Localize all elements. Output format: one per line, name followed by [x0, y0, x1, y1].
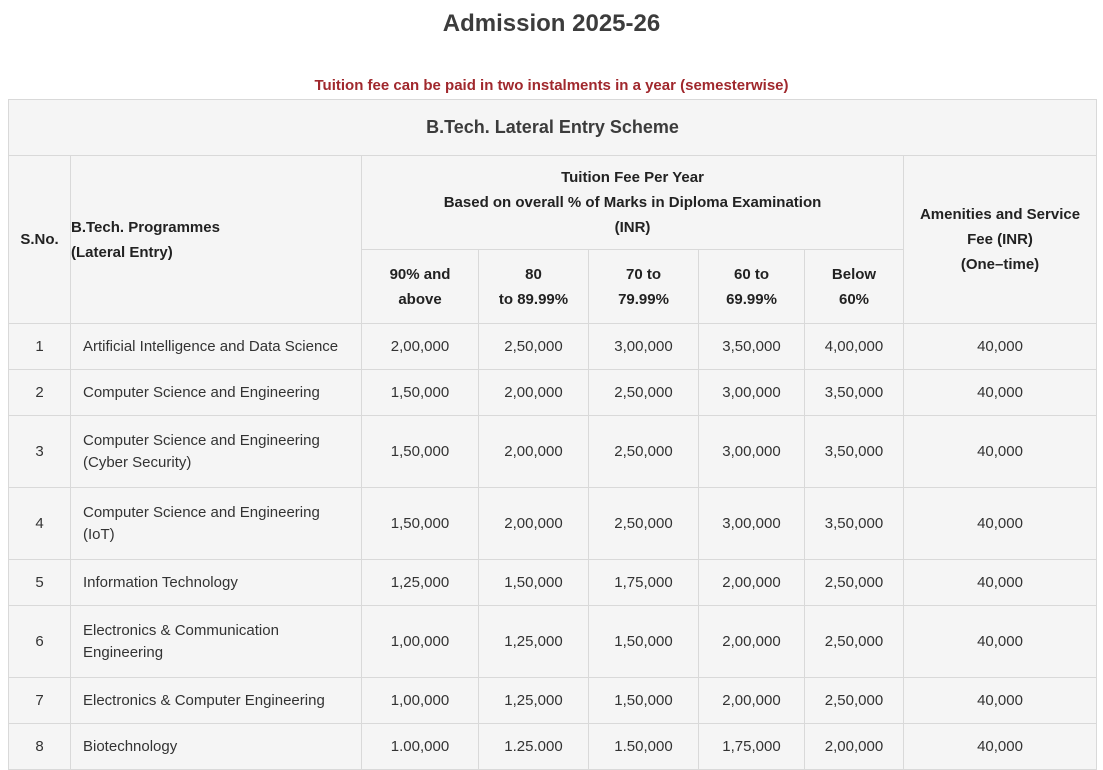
fee-cell: 3,50,000 — [805, 488, 904, 560]
table-row — [9, 416, 1097, 488]
slab-below60-line1: Below — [831, 265, 877, 283]
page-title: Admission 2025-26 — [442, 10, 661, 37]
slab-60-line1: 60 to — [733, 265, 769, 283]
admission-page — [0, 10, 1103, 770]
programme-cell: Computer Science and Engineering (IoT) — [71, 488, 362, 560]
fee-cell: 2,00,000 — [805, 724, 904, 770]
slab-70-line2: 79.99% — [618, 290, 669, 308]
fee-cell: 2,50,000 — [589, 488, 699, 560]
fee-cell: 1,50,000 — [362, 416, 479, 488]
fee-cell: 3,50,000 — [805, 416, 904, 488]
slab-80-line2: to 89.99% — [498, 290, 569, 308]
col-header-tuition-line1: Tuition Fee Per Year — [561, 169, 704, 186]
col-header-slab-below-60 — [805, 250, 904, 324]
sno-cell: 5 — [9, 560, 71, 606]
amenities-cell: 40,000 — [904, 678, 1097, 724]
col-header-amenities-line2: Fee (INR) — [967, 231, 1033, 248]
fee-cell: 2,00,000 — [362, 324, 479, 370]
table-row — [9, 724, 1097, 770]
scheme-title: B.Tech. Lateral Entry Scheme — [9, 100, 1097, 156]
fee-cell: 2,50,000 — [805, 678, 904, 724]
col-header-amenities-line3: (One–time) — [960, 256, 1040, 273]
programme-cell: Electronics & Computer Engineering — [71, 678, 362, 724]
fee-cell: 2,00,000 — [699, 606, 805, 678]
amenities-cell: 40,000 — [904, 370, 1097, 416]
amenities-cell: 40,000 — [904, 724, 1097, 770]
col-header-tuition-line3: (INR) — [614, 219, 651, 236]
sno-cell: 4 — [9, 488, 71, 560]
programme-cell: Electronics & Communication Engineering — [71, 606, 362, 678]
fee-cell: 1.25.000 — [479, 724, 589, 770]
fee-cell: 2,50,000 — [589, 370, 699, 416]
table-row — [9, 678, 1097, 724]
fee-cell: 1,25,000 — [479, 678, 589, 724]
fee-cell: 4,00,000 — [805, 324, 904, 370]
sno-cell: 1 — [9, 324, 71, 370]
col-header-sno: S.No. — [9, 156, 71, 324]
col-header-slab-90-above — [362, 250, 479, 324]
amenities-cell: 40,000 — [904, 324, 1097, 370]
col-header-slab-70-79 — [589, 250, 699, 324]
fee-cell: 1.00,000 — [362, 724, 479, 770]
fee-cell: 1,00,000 — [362, 678, 479, 724]
programme-cell: Information Technology — [71, 560, 362, 606]
slab-80-line1: 80 — [525, 265, 542, 283]
fee-cell: 2,00,000 — [479, 370, 589, 416]
slab-60-line2: 69.99% — [726, 290, 777, 308]
programme-cell: Biotechnology — [71, 724, 362, 770]
col-header-slab-80-89 — [479, 250, 589, 324]
amenities-cell: 40,000 — [904, 416, 1097, 488]
fee-cell: 1,50,000 — [362, 370, 479, 416]
slab-below60-line2: 60% — [838, 290, 870, 308]
fee-cell: 2,50,000 — [479, 324, 589, 370]
fee-cell: 3,00,000 — [699, 488, 805, 560]
programme-cell: Computer Science and Engineering (Cyber Security) — [71, 416, 362, 488]
fee-cell: 2,00,000 — [479, 416, 589, 488]
table-row — [9, 324, 1097, 370]
fee-cell: 2,50,000 — [589, 416, 699, 488]
main-header-row — [9, 156, 1097, 250]
fee-cell: 1,75,000 — [589, 560, 699, 606]
fee-cell: 2,50,000 — [805, 606, 904, 678]
fee-cell: 3,00,000 — [589, 324, 699, 370]
sno-cell: 8 — [9, 724, 71, 770]
table-row — [9, 560, 1097, 606]
amenities-cell: 40,000 — [904, 488, 1097, 560]
table-row — [9, 606, 1097, 678]
fee-cell: 1,50,000 — [479, 560, 589, 606]
col-header-amenities-line1: Amenities and Service — [919, 206, 1081, 223]
table-row — [9, 370, 1097, 416]
programme-cell: Computer Science and Engineering — [71, 370, 362, 416]
fee-cell: 1,50,000 — [589, 678, 699, 724]
col-header-programmes — [71, 156, 362, 324]
instalment-note: Tuition fee can be paid in two instalments in a year (semesterwise) — [314, 77, 789, 94]
col-header-tuition-line2: Based on overall % of Marks in Diploma Examination — [443, 194, 822, 211]
fee-cell: 3,00,000 — [699, 416, 805, 488]
col-header-slab-60-69 — [699, 250, 805, 324]
sno-cell: 7 — [9, 678, 71, 724]
fee-cell: 1,50,000 — [362, 488, 479, 560]
col-header-tuition — [362, 156, 904, 250]
fee-cell: 2,00,000 — [479, 488, 589, 560]
fee-cell: 1,25,000 — [362, 560, 479, 606]
scheme-header-row — [9, 100, 1097, 156]
sno-cell: 2 — [9, 370, 71, 416]
col-header-programmes-line2: (Lateral Entry) — [71, 243, 173, 261]
fee-cell: 3,50,000 — [805, 370, 904, 416]
fee-cell: 2,00,000 — [699, 560, 805, 606]
amenities-cell: 40,000 — [904, 606, 1097, 678]
col-header-programmes-line1: B.Tech. Programmes — [71, 218, 220, 236]
fee-cell: 3,00,000 — [699, 370, 805, 416]
fee-cell: 1.50,000 — [589, 724, 699, 770]
fee-cell: 1,75,000 — [699, 724, 805, 770]
fee-cell: 1,50,000 — [589, 606, 699, 678]
slab-70-line1: 70 to — [625, 265, 661, 283]
col-header-amenities — [904, 156, 1097, 324]
slab-90-line2: above — [398, 290, 442, 308]
slab-90-line1: 90% and — [389, 265, 451, 283]
fee-cell: 2,00,000 — [699, 678, 805, 724]
fee-table-body — [9, 324, 1097, 770]
sno-cell: 3 — [9, 416, 71, 488]
table-row — [9, 488, 1097, 560]
fee-cell: 1,25,000 — [479, 606, 589, 678]
fee-cell: 3,50,000 — [699, 324, 805, 370]
programme-cell: Artificial Intelligence and Data Science — [71, 324, 362, 370]
fee-cell: 1,00,000 — [362, 606, 479, 678]
fee-cell: 2,50,000 — [805, 560, 904, 606]
fee-table — [8, 99, 1097, 770]
sno-cell: 6 — [9, 606, 71, 678]
amenities-cell: 40,000 — [904, 560, 1097, 606]
